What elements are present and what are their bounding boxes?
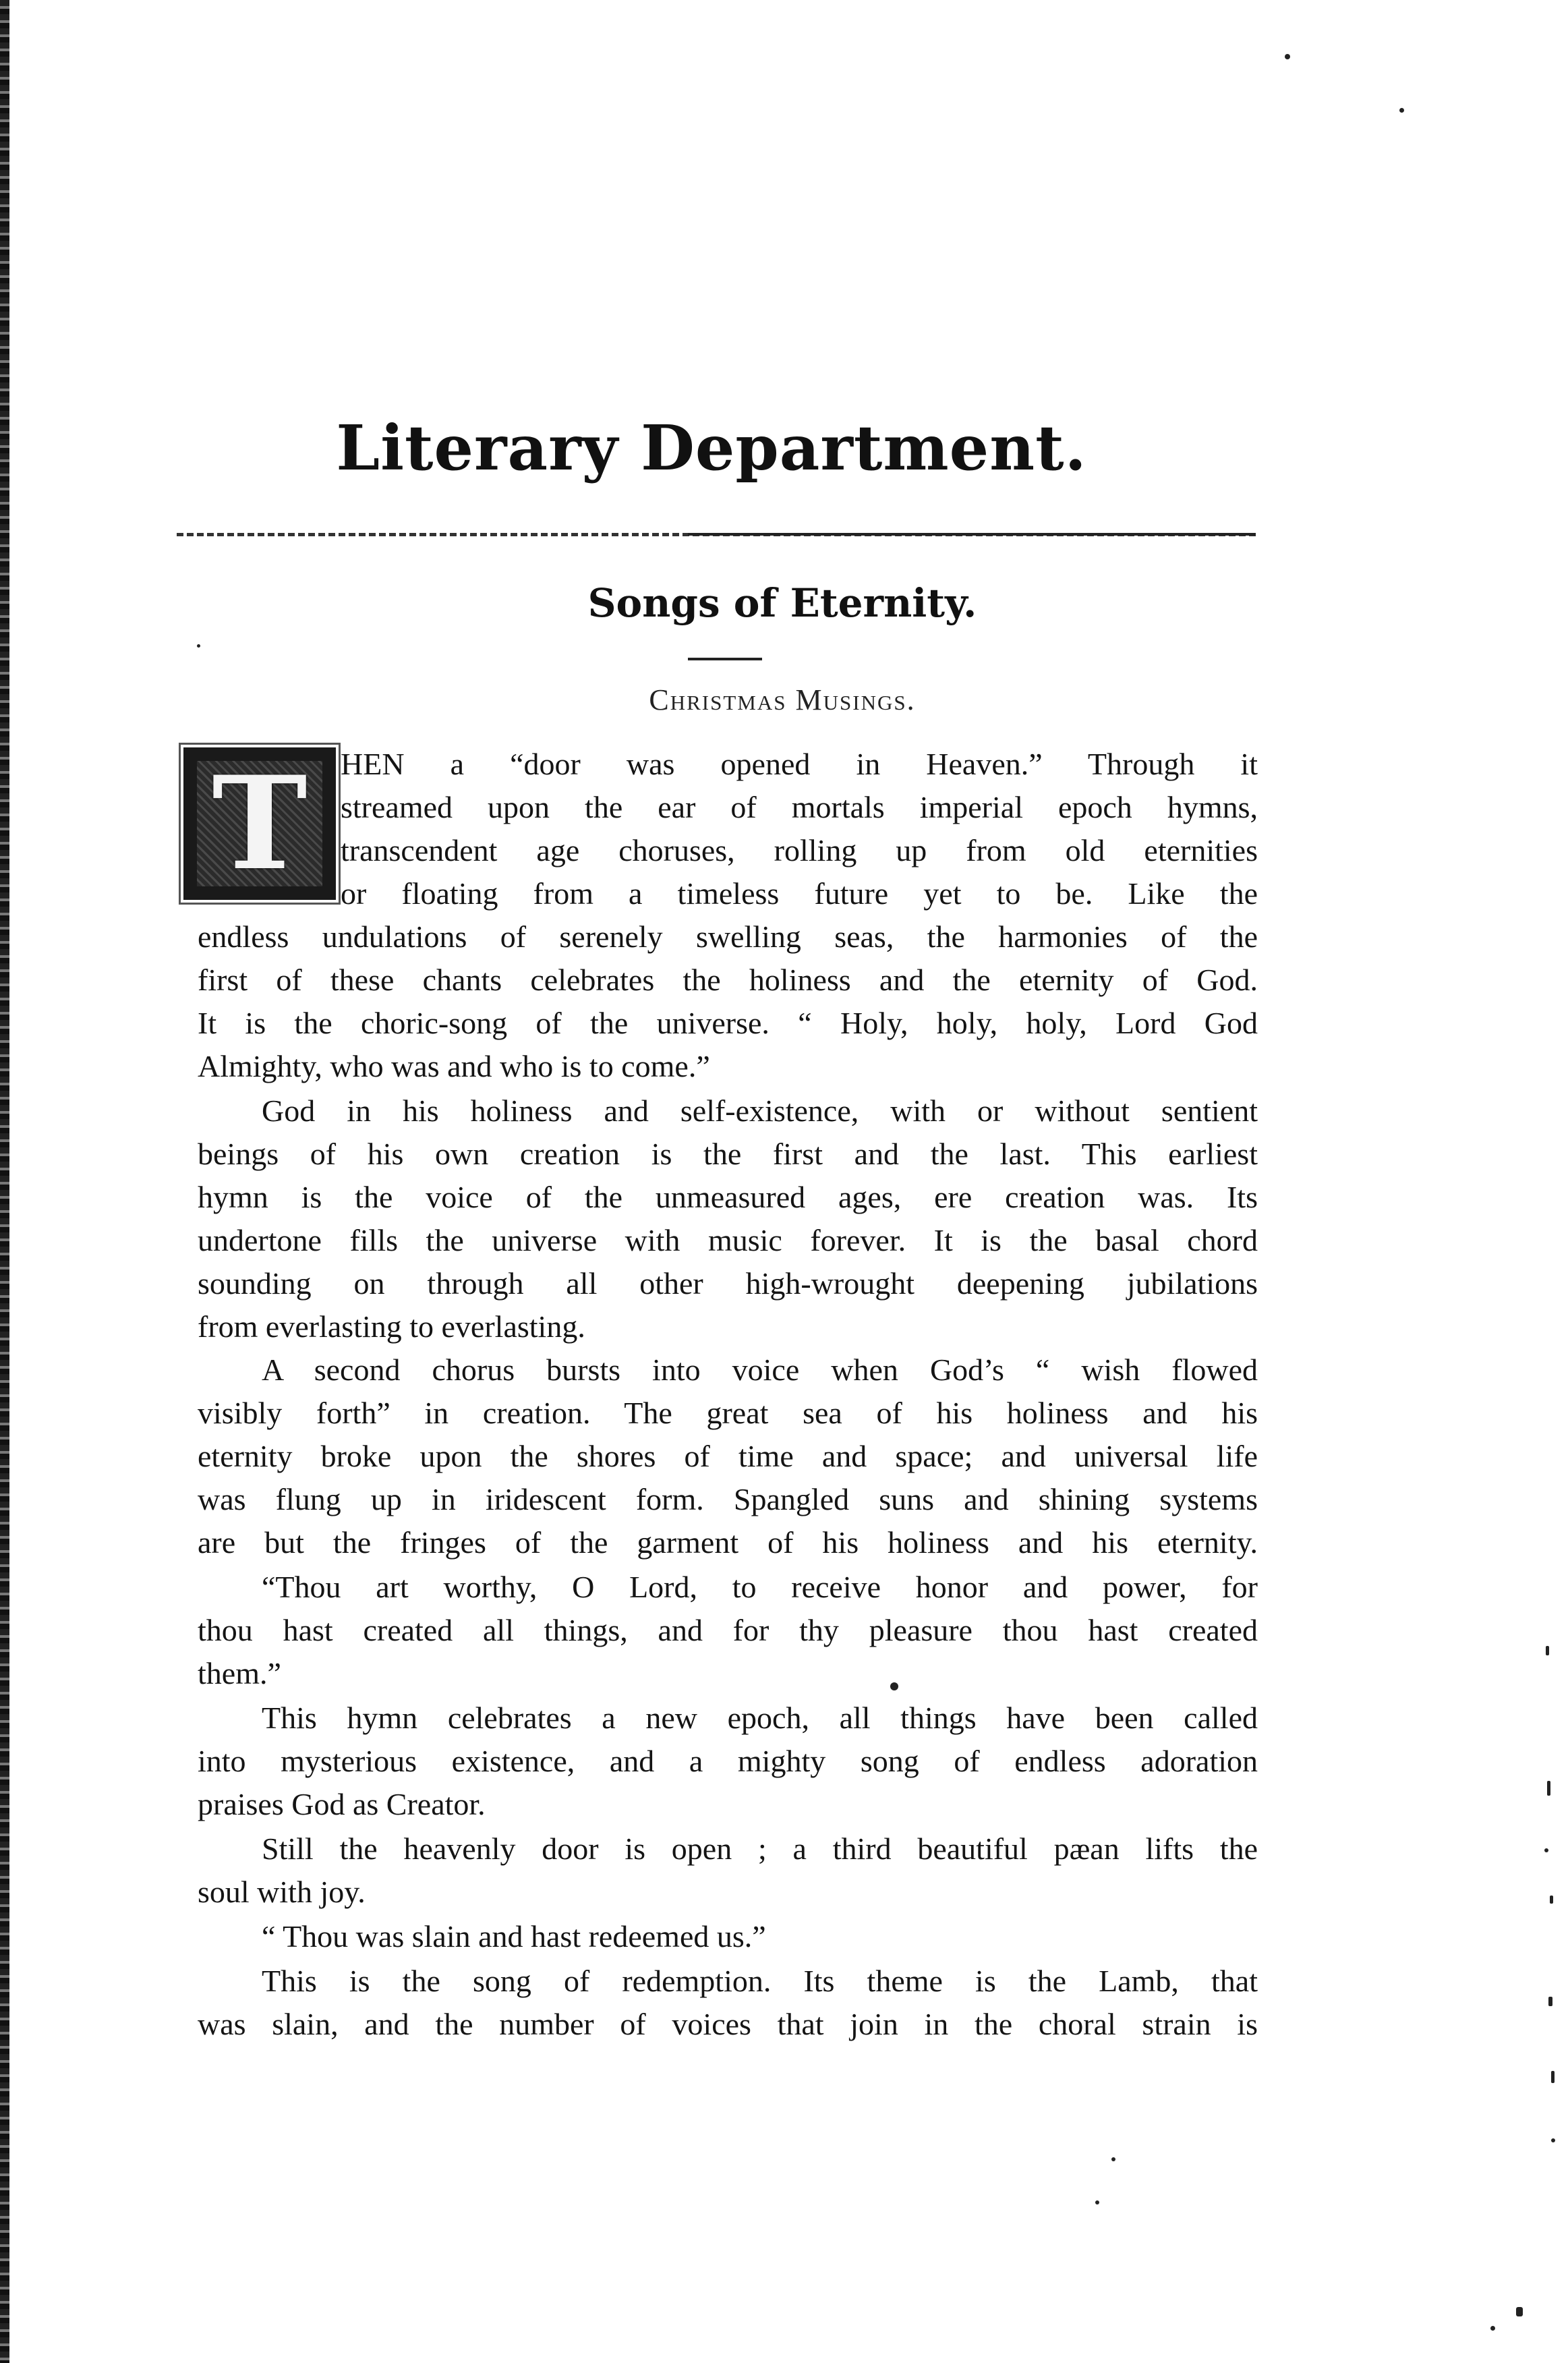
text-line: HEN a “door was opened in Heaven.” Through it xyxy=(341,747,1258,781)
text-line: was flung up in iridescent form. Spangled suns and shining systems xyxy=(198,1482,1258,1516)
text-line: soul with joy. xyxy=(198,1875,366,1909)
text-line: transcendent age choruses, rolling up from old eternities xyxy=(341,833,1258,867)
text-line: “ Thou was slain and hast redeemed us.” xyxy=(262,1919,766,1954)
text-line: hymn is the voice of the unmeasured ages, ere creation was. Its xyxy=(198,1180,1258,1214)
text-line: streamed upon the ear of mortals imperial epoch hymns, xyxy=(341,790,1258,824)
text-line: or floating from a timeless future yet to be. Like the xyxy=(341,876,1258,911)
text-line: from everlasting to everlasting. xyxy=(198,1309,585,1344)
binding-edge xyxy=(0,0,9,2363)
ink-speck xyxy=(1550,1896,1553,1904)
ink-speck xyxy=(1516,2307,1523,2316)
text-line: them.” xyxy=(198,1656,281,1690)
text-line: undertone fills the universe with music forever. It is the basal chord xyxy=(198,1223,1258,1257)
ink-speck xyxy=(1548,1997,1552,2006)
ink-speck xyxy=(197,644,200,648)
ink-speck xyxy=(1544,1848,1548,1852)
text-line: was slain, and the number of voices that join in the choral strain is xyxy=(198,2007,1258,2041)
ink-speck xyxy=(1490,2326,1495,2331)
ink-speck xyxy=(1399,108,1404,113)
ink-speck xyxy=(1551,2071,1555,2083)
text-line: into mysterious existence, and a mighty song of endless adoration xyxy=(198,1744,1258,1778)
ink-speck xyxy=(1546,1646,1549,1655)
text-line: “Thou art worthy, O Lord, to receive honor and power, for xyxy=(262,1570,1258,1604)
text-line: praises God as Creator. xyxy=(198,1787,486,1821)
page-heading: Literary Department. xyxy=(336,411,1087,484)
ink-speck xyxy=(1547,1781,1550,1796)
text-line: endless undulations of serenely swelling seas, the harmonies of the xyxy=(198,919,1258,954)
text-line: are but the fringes of the garment of his holiness and his eternity. xyxy=(198,1525,1258,1560)
text-line: thou hast created all things, and for thy pleasure thou hast created xyxy=(198,1613,1258,1647)
text-line: eternity broke upon the shores of time and space; and universal life xyxy=(198,1439,1258,1473)
text-line: first of these chants celebrates the holiness and the eternity of God. xyxy=(198,963,1258,997)
ink-speck xyxy=(1551,2138,1555,2142)
text-line: Almighty, who was and who is to come.” xyxy=(198,1049,710,1083)
text-line: It is the choric-song of the universe. “ Holy, holy, holy, Lord God xyxy=(198,1006,1258,1040)
ink-speck xyxy=(1095,2200,1099,2204)
text-line: God in his holiness and self-existence, with or without sentient xyxy=(262,1093,1258,1128)
ink-speck xyxy=(1111,2157,1115,2161)
subheading: Christmas Musings. xyxy=(649,683,916,716)
heading-rule-solid xyxy=(688,533,1256,536)
text-line: sounding on through all other high-wrought deepening jubilations xyxy=(198,1266,1258,1301)
ornamental-dropcap xyxy=(183,747,336,900)
section-title: Songs of Eternity. xyxy=(587,580,977,626)
text-line: Still the heavenly door is open ; a third beautiful pæan lifts the xyxy=(262,1831,1258,1866)
text-line: beings of his own creation is the first and the last. This earliest xyxy=(198,1137,1258,1171)
text-line: A second chorus bursts into voice when God’s “ wish flowed xyxy=(262,1353,1258,1387)
text-line: visibly forth” in creation. The great sea of his holiness and his xyxy=(198,1396,1258,1430)
text-line: This hymn celebrates a new epoch, all things have been called xyxy=(262,1701,1258,1735)
text-line: This is the song of redemption. Its theme is the Lamb, that xyxy=(262,1964,1258,1998)
ink-speck xyxy=(1285,54,1290,59)
title-divider xyxy=(688,658,762,660)
dropcap-letter: T xyxy=(212,748,308,899)
